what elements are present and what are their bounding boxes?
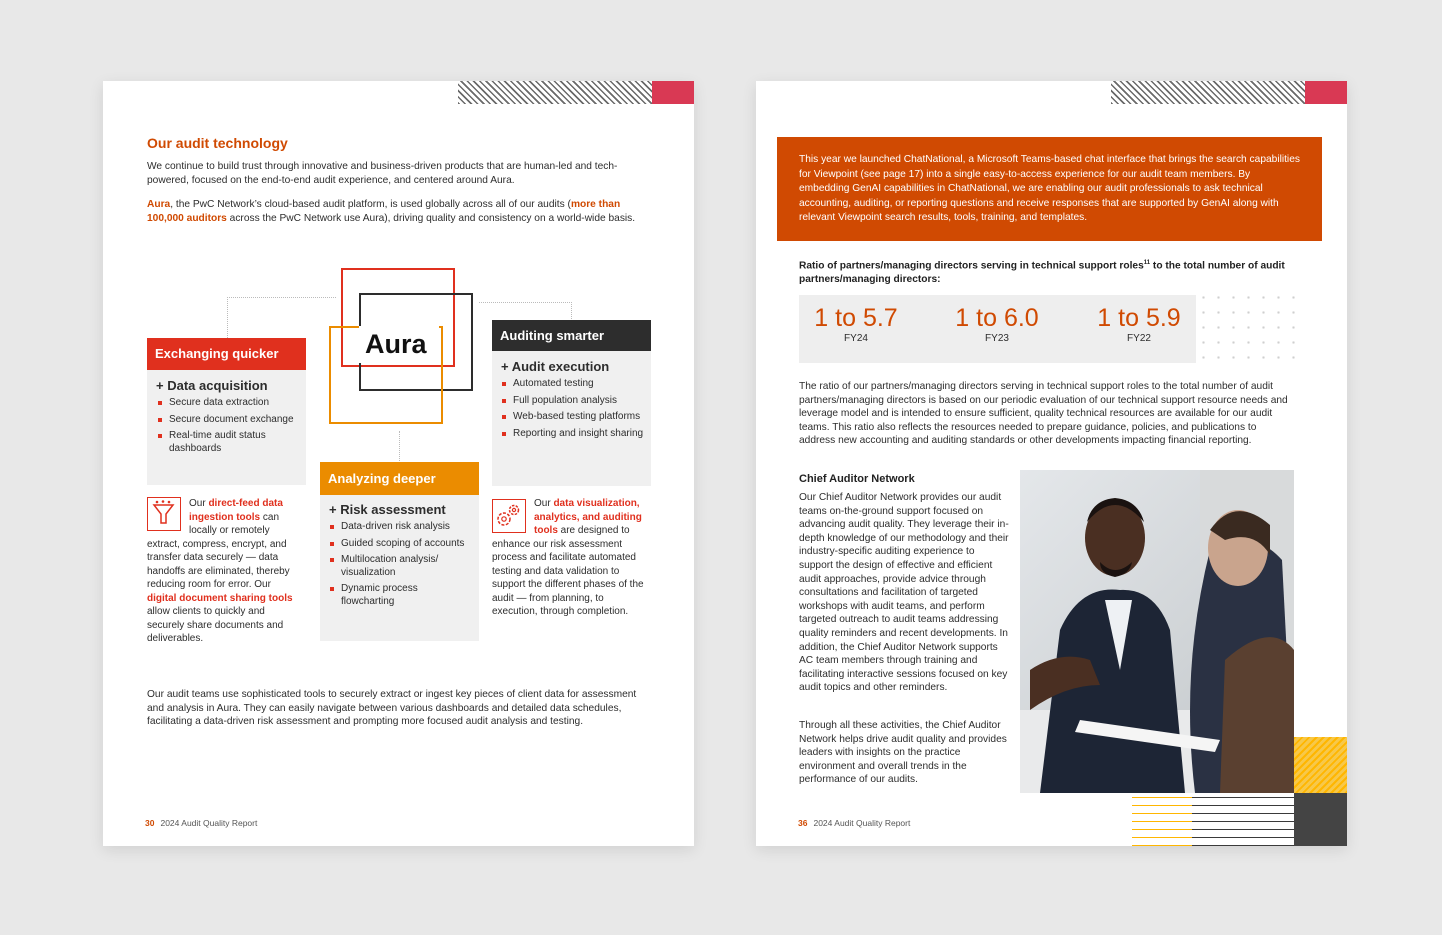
page-number: 36 <box>798 818 808 828</box>
dark-accent <box>1294 793 1347 846</box>
aura-label: Aura <box>365 329 427 359</box>
dot-grid-decoration <box>1196 290 1306 366</box>
striped-accent-yellow <box>1132 793 1192 846</box>
intro-paragraph: We continue to build trust through innovative and business-driven products that are human-led and tech-powered, focused on the end-to-end audit experience, and centered around Aura. <box>147 161 618 186</box>
header-analyzing: Analyzing deeper <box>320 462 479 495</box>
visualization-highlight: data visualization, analytics, and auditing tools <box>534 498 642 536</box>
ratio-year: FY23 <box>985 333 1009 344</box>
report-title: 2024 Audit Quality Report <box>160 818 258 828</box>
ratio-fy22 <box>1074 295 1204 363</box>
list-risk-assessment <box>330 521 472 612</box>
direct-feed-highlight: direct-feed data ingestion tools <box>189 498 283 523</box>
data-visualization-description <box>492 497 650 619</box>
desc-text: are designed to enhance our risk assessment process and facilitate automated testing and data validation to support the different phases of the audit — from planning, to execution, through completion. <box>492 525 644 617</box>
list-item: Full population analysis <box>502 395 644 408</box>
aura-paragraph <box>147 198 642 225</box>
title-audit-execution: + Audit execution <box>501 359 610 374</box>
corner-accent <box>1305 81 1347 104</box>
hatch-decoration <box>1111 81 1305 104</box>
ratio-fy24 <box>791 295 921 363</box>
connector-right <box>479 302 572 321</box>
meeting-photo <box>1020 470 1294 793</box>
list-audit-execution <box>502 378 644 444</box>
report-title: 2024 Audit Quality Report <box>813 818 911 828</box>
page-heading: Our audit technology <box>147 135 288 151</box>
list-item: Real-time audit status dashboards <box>158 430 300 455</box>
list-data-acquisition <box>158 397 300 459</box>
title-risk-assessment: + Risk assessment <box>329 502 446 517</box>
page-footer <box>798 818 910 828</box>
right-page <box>756 81 1347 846</box>
chatnational-callout <box>777 137 1322 241</box>
page-number: 30 <box>145 818 155 828</box>
aura-highlight: Aura <box>147 199 171 210</box>
list-item: Secure data extraction <box>158 397 300 410</box>
ratio-description: The ratio of our partners/managing directors serving in technical support roles to the total number of audit partners/managing directors is based on our periodic evaluation of our technical support resource needs and leverage model and is intended to ensure sufficient, quality technical resources are available for our audit teams. This ratio also reflects the resources needed to prepare guidance, policies, and publications to address new accounting and auditing standards or other developments impacting financial reporting. <box>799 381 1288 447</box>
network-paragraph-2: Through all these activities, the Chief Auditor Network helps drive audit quality and provides leaders with insights on the practice environment and overall trends in the performance of our audits. <box>799 720 1007 786</box>
data-ingestion-description <box>147 497 302 646</box>
hatch-decoration <box>458 81 652 104</box>
auditors-highlight: more than 100,000 auditors <box>147 199 621 224</box>
left-page <box>103 81 694 846</box>
list-item: Reporting and insight sharing <box>502 428 644 441</box>
ratio-fy23 <box>932 295 1062 363</box>
connector-left <box>227 297 336 338</box>
connector-bottom <box>399 431 400 461</box>
ratio-year: FY22 <box>1127 333 1151 344</box>
ratio-value: 1 to 6.0 <box>955 304 1039 332</box>
aura-text: , the PwC Network’s cloud-based audit platform, is used globally across all of our audits ( <box>170 199 571 210</box>
callout-text: This year we launched ChatNational, a Microsoft Teams-based chat interface that brings the search capabilities for Viewpoint (see page 17) into a single easy-to-access experience for our audit team members. By embedding GenAI capabilities in ChatNational, we are enabling our audit professionals to ask technical accounting, auditing, or reporting questions and receive responses that are supported by GenAI along with relevant Viewpoint search results, tools, training, and templates. <box>799 154 1300 223</box>
title-data-acquisition: + Data acquisition <box>156 378 268 393</box>
aura-text-end: across the PwC Network use Aura), driving quality and consistency on a world-wide basis. <box>226 212 636 224</box>
list-item: Web-based testing platforms <box>502 411 644 424</box>
ratio-value: 1 to 5.7 <box>814 304 898 332</box>
header-exchanging: Exchanging quicker <box>147 338 306 370</box>
list-item: Secure document exchange <box>158 414 300 427</box>
ratio-heading <box>799 257 1289 286</box>
footnote-ref: 11 <box>1143 260 1151 266</box>
list-item: Dynamic process flowcharting <box>330 583 472 608</box>
network-heading: Chief Auditor Network <box>799 473 915 485</box>
list-item: Automated testing <box>502 378 644 391</box>
desc-text: can locally or remotely extract, compress, encrypt, and transfer data securely — data handoffs are eliminated, thereby reducing room for error. Our <box>147 511 290 590</box>
list-item: Data-driven risk analysis <box>330 521 472 534</box>
page-footer <box>145 818 257 828</box>
header-auditing: Auditing smarter <box>492 320 651 351</box>
closing-paragraph: Our audit teams use sophisticated tools to securely extract or ingest key pieces of client data for assessment and analysis in Aura. They can easily navigate between various dashboards and detailed data schedules, facilitating a data-driven risk assessment and prompting more focused audit analysis and testing. <box>147 689 637 728</box>
desc-text: Our <box>189 498 209 509</box>
desc-text: Our <box>534 498 554 509</box>
desc-text: allow clients to quickly and securely share documents and deliverables. <box>147 606 284 644</box>
list-item: Multilocation analysis/ visualization <box>330 554 472 579</box>
ratio-heading-text-end: to the total number of audit partners/managing directors: <box>799 260 1285 285</box>
list-item: Guided scoping of accounts <box>330 538 472 551</box>
document-sharing-highlight: digital document sharing tools <box>147 592 293 604</box>
ratio-year: FY24 <box>844 333 868 344</box>
ratio-heading-text: Ratio of partners/managing directors serving in technical support roles <box>799 260 1144 272</box>
corner-accent <box>652 81 694 104</box>
yellow-accent <box>1294 737 1347 793</box>
ratio-value: 1 to 5.9 <box>1097 304 1181 332</box>
network-paragraph-1: Our Chief Auditor Network provides our audit teams on-the-ground support focused on advancing audit quality. They leverage their in-depth knowledge of our methodology and their industry-specific auditing experience to support the design of effective and efficient audit approaches, provide advice through consultations and facilitation of targeted workshops with audit teams, and perform targeted outreach to audit teams addressing quality reminders and recent developments. In addition, the Chief Auditor Network supports AC team members through training and facilitating interactive sessions focused on key audit topics and other reminders. <box>799 492 1009 694</box>
